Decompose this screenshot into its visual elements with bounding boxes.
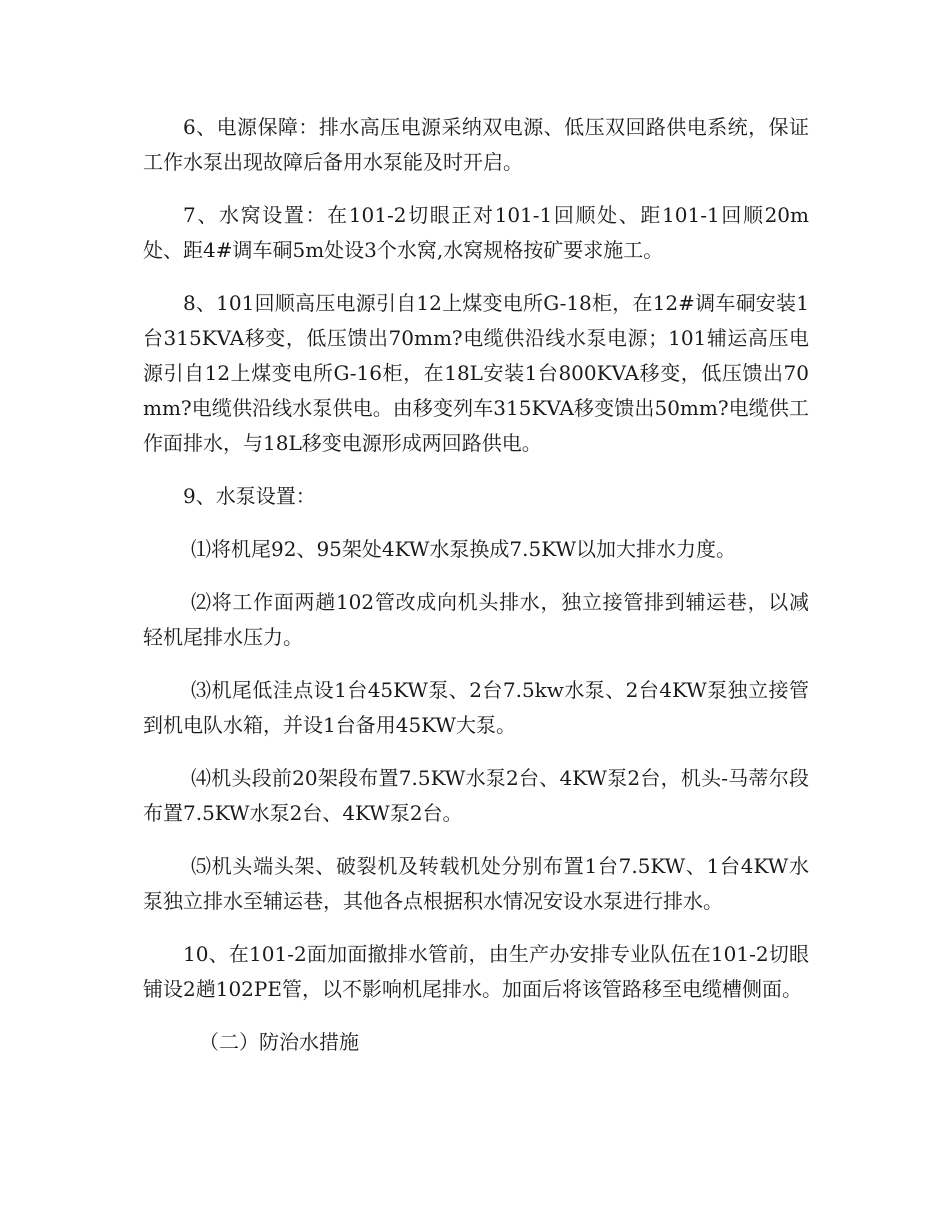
paragraph-sump-setup: 7、水窝设置：在101-2切眼正对101-1回顺处、距101-1回顺20m处、距4#调车硐5m处设3个水窝,水窝规格按矿要求施工。 <box>143 203 809 262</box>
paragraph-drain-pipe: 10、在101-2面加面撤排水管前，由生产办安排专业队伍在101-2切眼铺设2趟102PE管，以不影响机尾排水。加面后将该管路移至电缆槽侧面。 <box>143 942 809 1001</box>
paragraph-power-routing: 8、101回顺高压电源引自12上煤变电所G-18柜，在12#调车硐安装1台315KVA移变，低压馈出70mm?电缆供沿线水泵电源；101辅运高压电源引自12上煤变电所G-16柜，在18L安装1台800KVA移变，低压馈出70mm?电缆供沿线水泵供电。由移变列车315KVA移变馈出50mm?电缆供工作面排水，与18L移变电源形成两回路供电。 <box>143 291 809 455</box>
paragraph-pump-item-5: ⑸机头端头架、破裂机及转载机处分别布置1台7.5KW、1台4KW水泵独立排水至辅运巷，其他各点根据积水情况安设水泵进行排水。 <box>143 854 809 913</box>
paragraph-pump-item-4: ⑷机头段前20架段布置7.5KW水泵2台、4KW泵2台，机头-马蒂尔段布置7.5KW水泵2台、4KW泵2台。 <box>143 766 809 825</box>
paragraph-pump-setup-title: 9、水泵设置： <box>183 484 316 508</box>
paragraph-pump-item-3: ⑶机尾低洼点设1台45KW泵、2台7.5kw水泵、2台4KW泵独立接管到机电队水箱，并设1台备用45KW大泵。 <box>143 678 809 737</box>
paragraph-pump-item-2: ⑵将工作面两趟102管改成向机头排水，独立接管排到辅运巷，以减轻机尾排水压力。 <box>143 590 809 649</box>
paragraph-pump-item-1: ⑴将机尾92、95架处4KW水泵换成7.5KW以加大排水力度。 <box>191 537 736 561</box>
paragraph-power-supply: 6、电源保障：排水高压电源采纳双电源、低压双回路供电系统，保证工作水泵出现故障后备用水泵能及时开启。 <box>143 115 809 174</box>
section-heading: （二）防治水措施 <box>199 1030 359 1054</box>
document-body <box>143 110 809 1060</box>
